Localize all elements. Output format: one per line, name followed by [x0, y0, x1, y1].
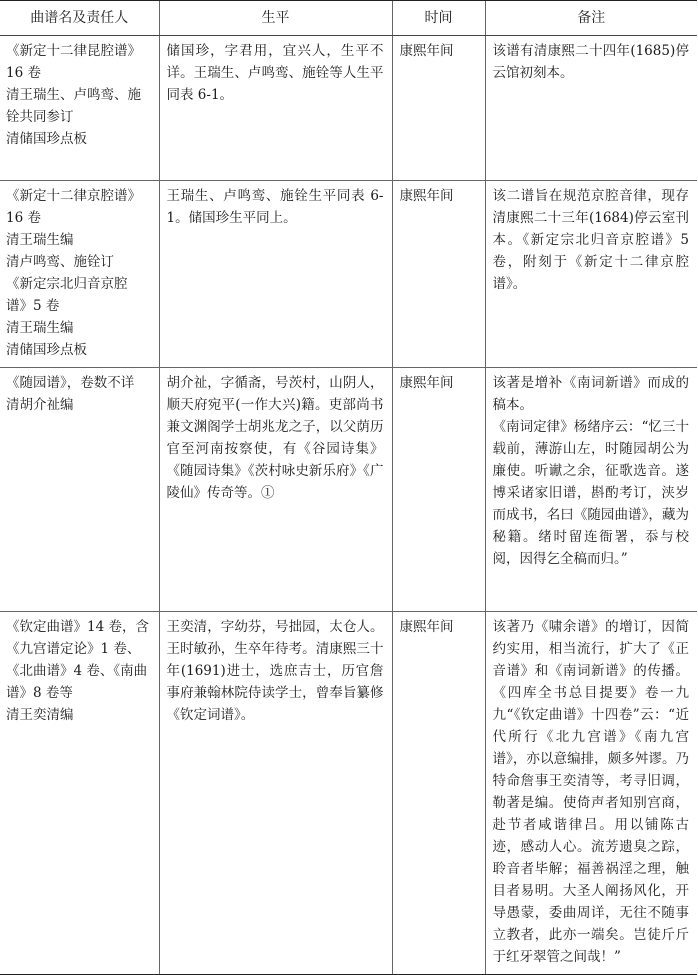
title-line: 《随园谱》，卷数不详	[6, 375, 135, 391]
title-line: 16 卷	[6, 210, 41, 226]
title-line: 《钦定曲谱》14 卷，含	[6, 619, 149, 635]
cell-period: 康熙年间	[392, 36, 485, 181]
cell-title	[0, 36, 159, 181]
title-line: 谱》5 卷	[6, 298, 60, 314]
title-line: 清王奕清编	[6, 707, 74, 723]
cell-period: 康熙年间	[392, 612, 485, 975]
cell-bio: 储国珍，字君用，宜兴人，生平不详。王瑞生、卢鸣鸾、施铨等人生平同表 6-1。	[159, 36, 392, 181]
cell-title	[0, 368, 159, 612]
table-row	[0, 612, 697, 975]
cell-bio: 王瑞生、卢鸣鸾、施铨生平同表 6-1。储国珍生平同上。	[159, 181, 392, 368]
title-line: 《九宫谱定论》1 卷、	[6, 641, 141, 657]
title-line: 清储国珍点板	[6, 131, 87, 147]
title-line: 清卢鸣鸾、施铨订	[6, 254, 114, 270]
cell-note: 该著乃《啸余谱》的增订，因简约实用，相当流行，扩大了《正音谱》和《南词新谱》的传播。《四库全书总目提要》卷一九九“《钦定曲谱》十四卷”云：“近代所行《北九宫谱》《南九宫谱》，亦以意编排，颇多舛谬。乃特命詹事王奕清等，考寻旧调，勒著是编。使倚声者知别宫商，赴节者咸谐律吕。用以铺陈古迹，感动人心。流芳遗臭之踪，聆音者毕解；福善祸淫之理，触目者易明。大圣人阐扬风化，开导愚蒙，委曲周详，无往不随事立教者，此亦一端矣。岂徒斤斤于红牙翠管之间哉！”	[485, 612, 697, 975]
title-line: 谱》8 卷等	[6, 685, 73, 701]
cell-bio: 胡介祉，字循斋，号茨村，山阴人，顺天府宛平(一作大兴)籍。吏部尚书兼文渊阁学士胡兆龙之子，以父荫历官至河南按察使，有《谷园诗集》《随园诗集》《茨村咏史新乐府》《广陵仙》传奇等。①	[159, 368, 392, 612]
title-line: 《新定十二律京腔谱》	[6, 188, 141, 204]
cell-title	[0, 181, 159, 368]
cell-note: 该谱有清康熙二十四年(1685)停云馆初刻本。	[485, 36, 697, 181]
title-line: 16 卷	[6, 65, 41, 81]
table-row	[0, 368, 697, 612]
header-period-col: 时间	[392, 1, 485, 36]
table-row	[0, 181, 697, 368]
header-bio-col: 生平	[159, 1, 392, 36]
title-line: 铨共同参订	[6, 109, 74, 125]
cell-period: 康熙年间	[392, 181, 485, 368]
title-line: 《北曲谱》4 卷、《南曲	[6, 663, 148, 679]
header-row	[0, 1, 697, 36]
cell-title	[0, 612, 159, 975]
title-line: 《新定十二律昆腔谱》	[6, 43, 141, 59]
header-note-col: 备注	[485, 1, 697, 36]
title-line: 清王瑞生编	[6, 232, 74, 248]
title-line: 清王瑞生、卢鸣鸾、施	[6, 87, 141, 103]
title-line: 清胡介祉编	[6, 397, 74, 413]
title-line: 清储国珍点板	[6, 342, 87, 358]
header-title-col: 曲谱名及责任人	[0, 1, 159, 36]
cell-note: 该著是增补《南词新谱》而成的稿本。 《南词定律》杨绪序云：“忆三十载前，薄游山左，时随园胡公为廉使。听谳之余，征歌选音。遂博采诸家旧谱，斟酌考订，浃岁而成书，名曰《随园曲谱》，藏为秘籍。绪时留连衙署，忝与校阅，因得乞全稿而归。”	[485, 368, 697, 612]
cell-bio: 王奕清，字幼芬，号拙园，太仓人。王时敏孙，生卒年待考。清康熙三十年(1691)进士，选庶吉士，历官詹事府兼翰林院侍读学士，曾奉旨纂修《钦定词谱》。	[159, 612, 392, 975]
title-line: 《新定宗北归音京腔	[6, 276, 128, 292]
title-line: 清王瑞生编	[6, 320, 74, 336]
cell-period: 康熙年间	[392, 368, 485, 612]
table-row	[0, 36, 697, 181]
cell-note: 该二谱旨在规范京腔音律，现存清康熙二十三年(1684)停云室刊本。《新定宗北归音京腔谱》5 卷，附刻于《新定十二律京腔谱》。	[485, 181, 697, 368]
